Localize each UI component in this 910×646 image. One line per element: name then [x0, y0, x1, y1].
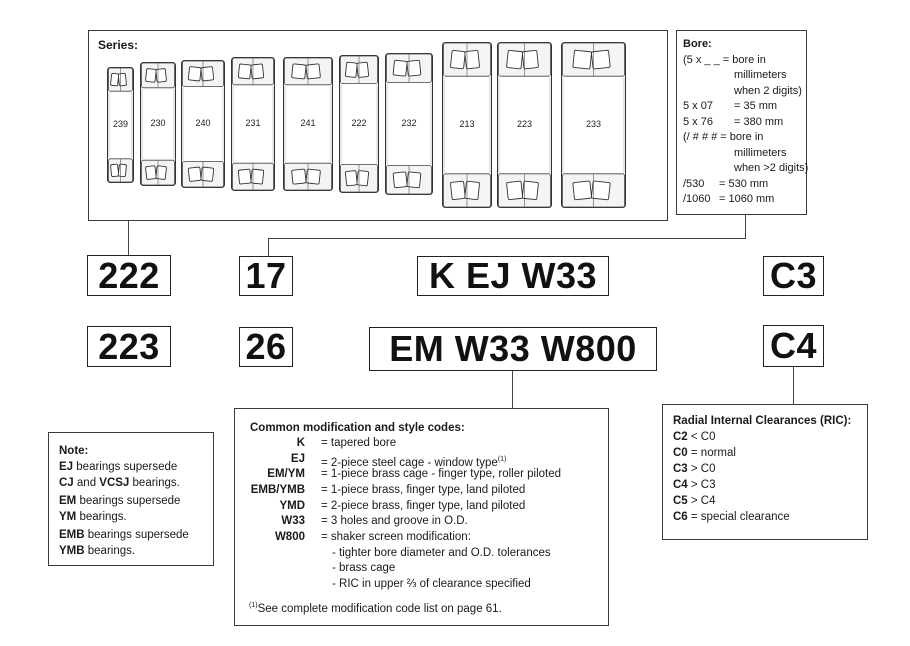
note-item: YMB bearings.	[59, 545, 136, 557]
bore-line: millimeters	[734, 69, 787, 81]
bore-line: 5 x 07 = 35 mm	[683, 100, 778, 112]
bearing-222	[339, 55, 379, 193]
bore-line: when >2 digits)	[734, 162, 809, 174]
bearing-series-label: 240	[195, 118, 211, 128]
ric-row: C0 = normal	[673, 447, 736, 459]
mod-subline: - RIC in upper ⅔ of clearance specified	[332, 578, 531, 590]
note-panel	[48, 432, 214, 566]
bearing-230	[140, 62, 176, 186]
bearing-223	[497, 42, 552, 208]
series-connector	[128, 221, 129, 255]
bearing-232	[385, 53, 433, 195]
bearing-241	[283, 57, 333, 191]
bore-line: (5 x _ _ = bore in	[683, 53, 766, 66]
bearing-series-label: 230	[150, 118, 166, 128]
bearing-series-label: 241	[300, 118, 316, 128]
series-code-bottom: 223	[87, 326, 171, 367]
note-item: CJ and VCSJ bearings.	[59, 477, 180, 489]
bore-code-bottom: 26	[239, 327, 293, 367]
ric-title: Radial Internal Clearances (RIC):	[673, 415, 852, 427]
bore-line: when 2 digits)	[734, 84, 802, 97]
ric-panel	[662, 404, 868, 540]
series-title: Series:	[98, 38, 139, 52]
note-item: EM bearings supersede	[59, 495, 181, 507]
bearing-231	[231, 57, 275, 191]
bore-panel	[676, 30, 807, 215]
bore-connector-h	[268, 238, 746, 239]
bearing-series-label: 231	[245, 118, 261, 128]
ric-connector	[793, 364, 794, 404]
bore-line: millimeters	[734, 146, 787, 159]
ric-row: C2 < C0	[673, 431, 716, 443]
modification-panel: Common modification and style codes: K = tapered bore EJ = 2-piece steel cage - window type$^{(1)}$ EM/YM = 1-piece brass cage - finger type, roller piloted EMB/YMB = 1-piece brass, finger type, land piloted YMD = 2-piece brass, finger type, land piloted W33 = 3 holes and groove in O.D. W800 = shaker screen modification: - tighter bore diameter and O.D. tolerances - brass cage - RIC in upper ⅔ of clearance specified $^{(1)}$See complete modification code list on page 61.	[234, 408, 609, 626]
bore-title: Bore:	[683, 38, 712, 50]
note-title: Note:	[59, 445, 89, 457]
ric-code-bottom: C4	[763, 325, 824, 367]
bore-line: /1060 = 1060 mm	[683, 193, 775, 205]
bore-connector-v2	[268, 238, 269, 256]
mod-title: Common modification and style codes:	[250, 422, 465, 434]
mod-subline: - tighter bore diameter and O.D. tolerances	[332, 547, 551, 559]
bearing-series-label: 222	[351, 118, 367, 128]
mod-connector	[512, 371, 513, 408]
note-item: EJ bearings supersede	[59, 461, 178, 473]
ric-code-top: C3	[763, 256, 824, 296]
bore-code-top: 17	[239, 256, 293, 296]
bore-line: 5 x 76 = 380 mm	[683, 115, 784, 128]
note-item: EMB bearings supersede	[59, 529, 189, 541]
bearing-213	[442, 42, 492, 208]
mod-code-bottom: EM W33 W800	[369, 327, 657, 371]
mod-subline: - brass cage	[332, 562, 396, 574]
mod-code-top: K EJ W33	[417, 256, 609, 296]
bearing-series-label: 233	[585, 119, 602, 129]
ric-row: C5 > C4	[673, 495, 716, 507]
bearing-series-label: 239	[112, 119, 129, 129]
ric-row: C6 = special clearance	[673, 511, 790, 523]
note-item: YM bearings.	[59, 511, 127, 523]
bearing-233	[561, 42, 626, 208]
bearing-series-label: 232	[401, 118, 417, 128]
mod-footnote: $^{(1)}$See complete modification code list on page 61.	[249, 602, 502, 615]
bore-line: /530 = 530 mm	[683, 177, 769, 190]
series-code-top: 222	[87, 255, 171, 296]
bearing-series-label: 223	[516, 119, 533, 129]
bore-line: (/ # # # = bore in	[683, 131, 764, 143]
bearing-series-label: 213	[459, 119, 475, 129]
bearing-239	[107, 67, 134, 183]
bore-connector-v1	[745, 215, 746, 239]
bearing-240	[181, 60, 225, 188]
ric-row: C3 > C0	[673, 463, 716, 475]
ric-row: C4 > C3	[673, 479, 716, 491]
